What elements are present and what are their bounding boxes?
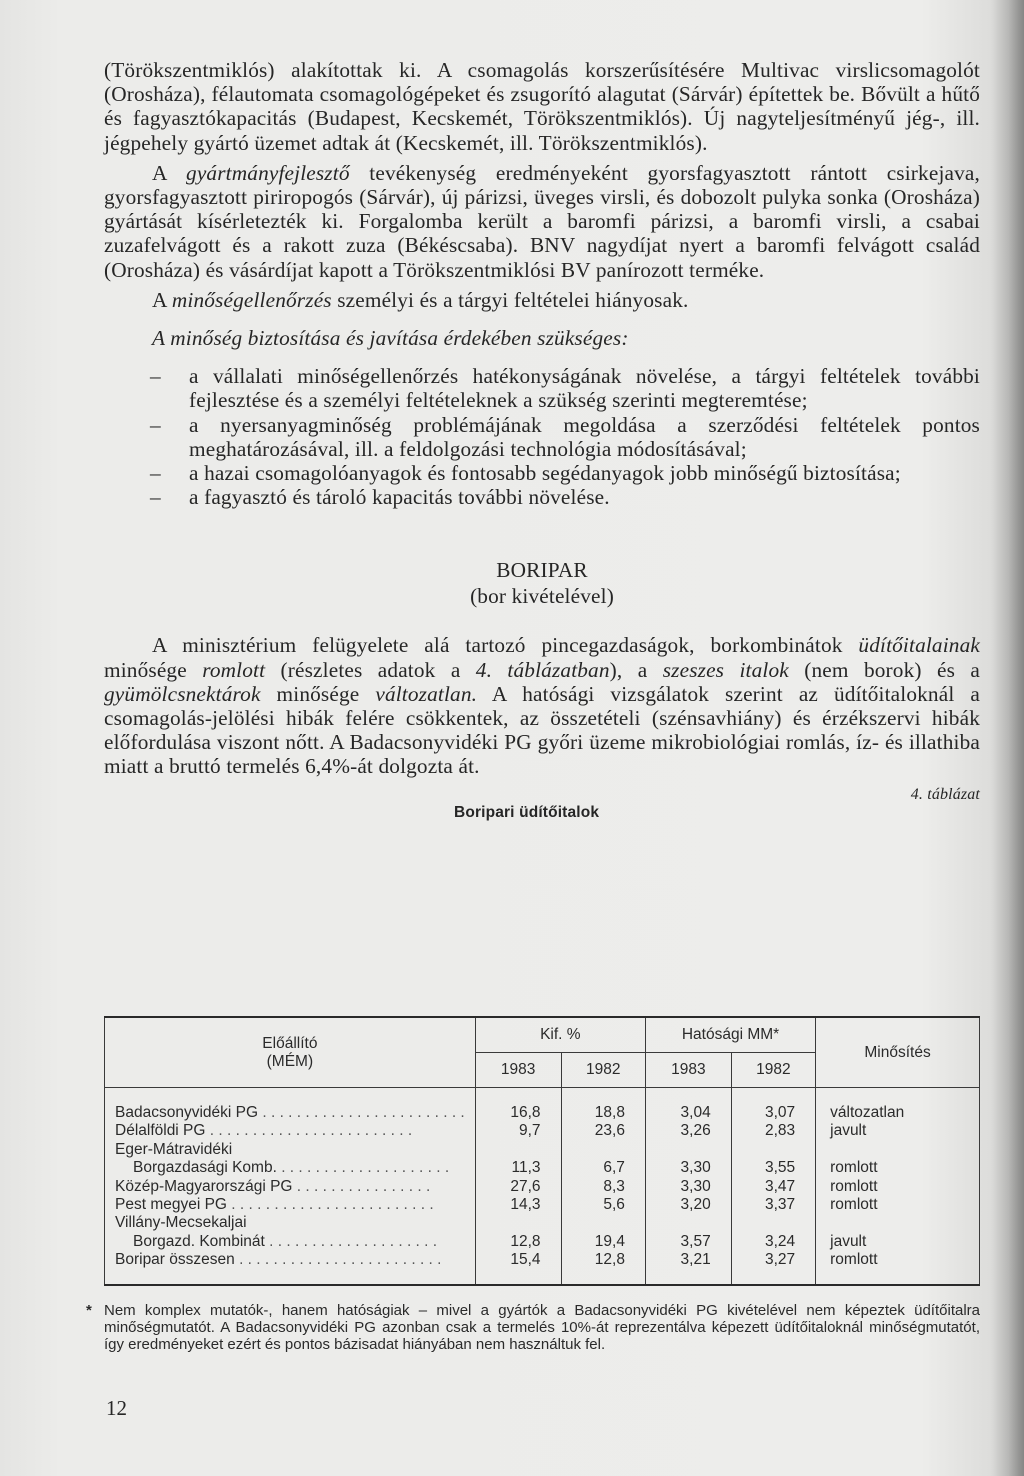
- table-row: Délalföldi PG . . . . . . . . . . . . . . . . . . . . . . . . 9,7 23,6 3,26 2,83 javult: [105, 1122, 980, 1140]
- bullet-item: – a vállalati minőségellenőrzés hatékonyságának növelése, a tárgyi feltételek további fejlesztése és a személyi feltételeknek a szükség szerinti megteremtése;: [150, 364, 980, 413]
- header-producer: Előállító (MÉM): [105, 1017, 476, 1088]
- bullet-item: – a fagyasztó és tároló kapacitás további növelése.: [150, 485, 610, 510]
- soft-drinks-table: [104, 1016, 980, 1286]
- page-edge-shadow: [990, 0, 1024, 1476]
- table-row: Pest megyei PG . . . . . . . . . . . . . . . . . . . . . . . . 14,3 5,6 3,20 3,37 romlott: [105, 1196, 980, 1214]
- paragraph-soft-drinks: A minisztérium felügyelete alá tartozó pincegazdaságok, borkombinátok üdítőitalainak minősége romlott (részletes adatok a 4. táblázatban), a szeszes italok (nem borok) és a gyümölcsnektárok minősége változatlan. A hatósági vizsgálatok szerint az üdítőitaloknál a csomagolás-jelölési hibák felére csökkentek, az összetételi (szénsavhiány) és érzékszervi hibák előfordulása viszont nőtt. A Badacsonyvidéki PG győri üzeme mikrobiológiai romlás, íz- és illathiba miatt a bruttó termelés 6,4%-át dolgozta át.: [104, 633, 980, 779]
- table-row: Villány-Mecsekaljai Borgazd. Kombinát . . . . . . . . . . . . . . . . . . . . 12,8 19,4 3,57 3,24 javult: [105, 1214, 980, 1251]
- section-heading: [104, 557, 980, 609]
- paragraph-requirements-intro: A minőség biztosítása és javítása érdekében szükséges:: [152, 326, 629, 351]
- bullet-item: – a nyersanyagminőség problémájának megoldása a szerződési feltételek pontos meghatározásával, ill. a feldolgozási technológia módosításával;: [150, 412, 980, 461]
- header-year: 1982: [561, 1053, 645, 1088]
- table-number: 4. táblázat: [910, 785, 980, 803]
- table-row: Boripar összesen . . . . . . . . . . . . . . . . . . . . . . . . 15,4 12,8 3,21 3,27 romlott: [105, 1251, 980, 1284]
- paragraph-packaging: (Törökszentmiklós) alakítottak ki. A csomagolás korszerűsítésére Multivac virslicsomagolót (Orosháza), félautomata csomagológépeket és zsugorító alagutat (Sárvár) építettek be. Bővült a hűtő és fagyasztókapacitás (Budapest, Kecskemét, Törökszentmiklós). Új nagyteljesítményű jég-, ill. jégpehely gyártó üzemet adtak át (Kecskemét, ill. Törökszentmiklós).: [104, 58, 980, 155]
- section-subtitle: (bor kivételével): [470, 584, 614, 609]
- bullet-item: – a hazai csomagolóanyagok és fontosabb segédanyagok jobb minőségű biztosítása;: [150, 461, 901, 486]
- table-row: Badacsonyvidéki PG . . . . . . . . . . . . . . . . . . . . . . . . 16,8 18,8 3,04 3,07 változatlan: [105, 1088, 980, 1123]
- header-hatosagi: Hatósági MM*: [645, 1017, 815, 1053]
- table-row: Közép-Magyarországi PG . . . . . . . . . . . . . . . . 27,6 8,3 3,30 3,47 romlott: [105, 1178, 980, 1196]
- header-year: 1983: [645, 1053, 731, 1088]
- paragraph-product-development: A gyártmányfejlesztő tevékenység eredményeként gyorsfagyasztott rántott csirkejava, gyorsfagyasztott piriropogós (Sárvár), új párizsi, üveges virsli, és dobozolt pulyka sonka (Orosháza) gyártását kísérletezték ki. Forgalomba került a baromfi párizsi, a baromfi virsli, a csabai zuzafelvágott és a rakott zuza (Békéscsaba). BNV nagydíjat nyert a baromfi felvágott család (Orosháza) és vásárdíjat kapott a Törökszentmiklósi BV panírozott terméke.: [104, 160, 980, 282]
- header-year: 1982: [731, 1053, 815, 1088]
- table-caption: [104, 785, 980, 823]
- section-title: BORIPAR: [496, 558, 588, 583]
- page-number: 12: [106, 1396, 127, 1420]
- table-title: Boripari üdítőitalok: [454, 803, 600, 821]
- table-row: Eger-Mátravidéki Borgazdasági Komb. . . . . . . . . . . . . . . . . . . . . 11,3 6,7 3,30 3,55 romlott: [105, 1141, 980, 1178]
- header-quality: Minősítés: [816, 1017, 980, 1088]
- header-year: 1983: [475, 1053, 561, 1088]
- paragraph-quality-control: A minőségellenőrzés személyi és a tárgyi feltételei hiányosak.: [152, 287, 689, 312]
- table-footnote: * Nem komplex mutatók-, hanem hatóságiak – mivel a gyártók a Badacsonyvidéki PG kivételével nem képeztek üdítőitalra minőségmutatót. A Badacsonyvidéki PG azonban csak a termelés 10%-át reprezentálva képezett üdítőitaloknál minőségmutatót, így eredményeket ezért és pontos bázisadat hiányában nem használtuk fel.: [86, 1302, 980, 1353]
- body-text: [104, 58, 980, 823]
- header-kif: Kif. %: [475, 1017, 645, 1053]
